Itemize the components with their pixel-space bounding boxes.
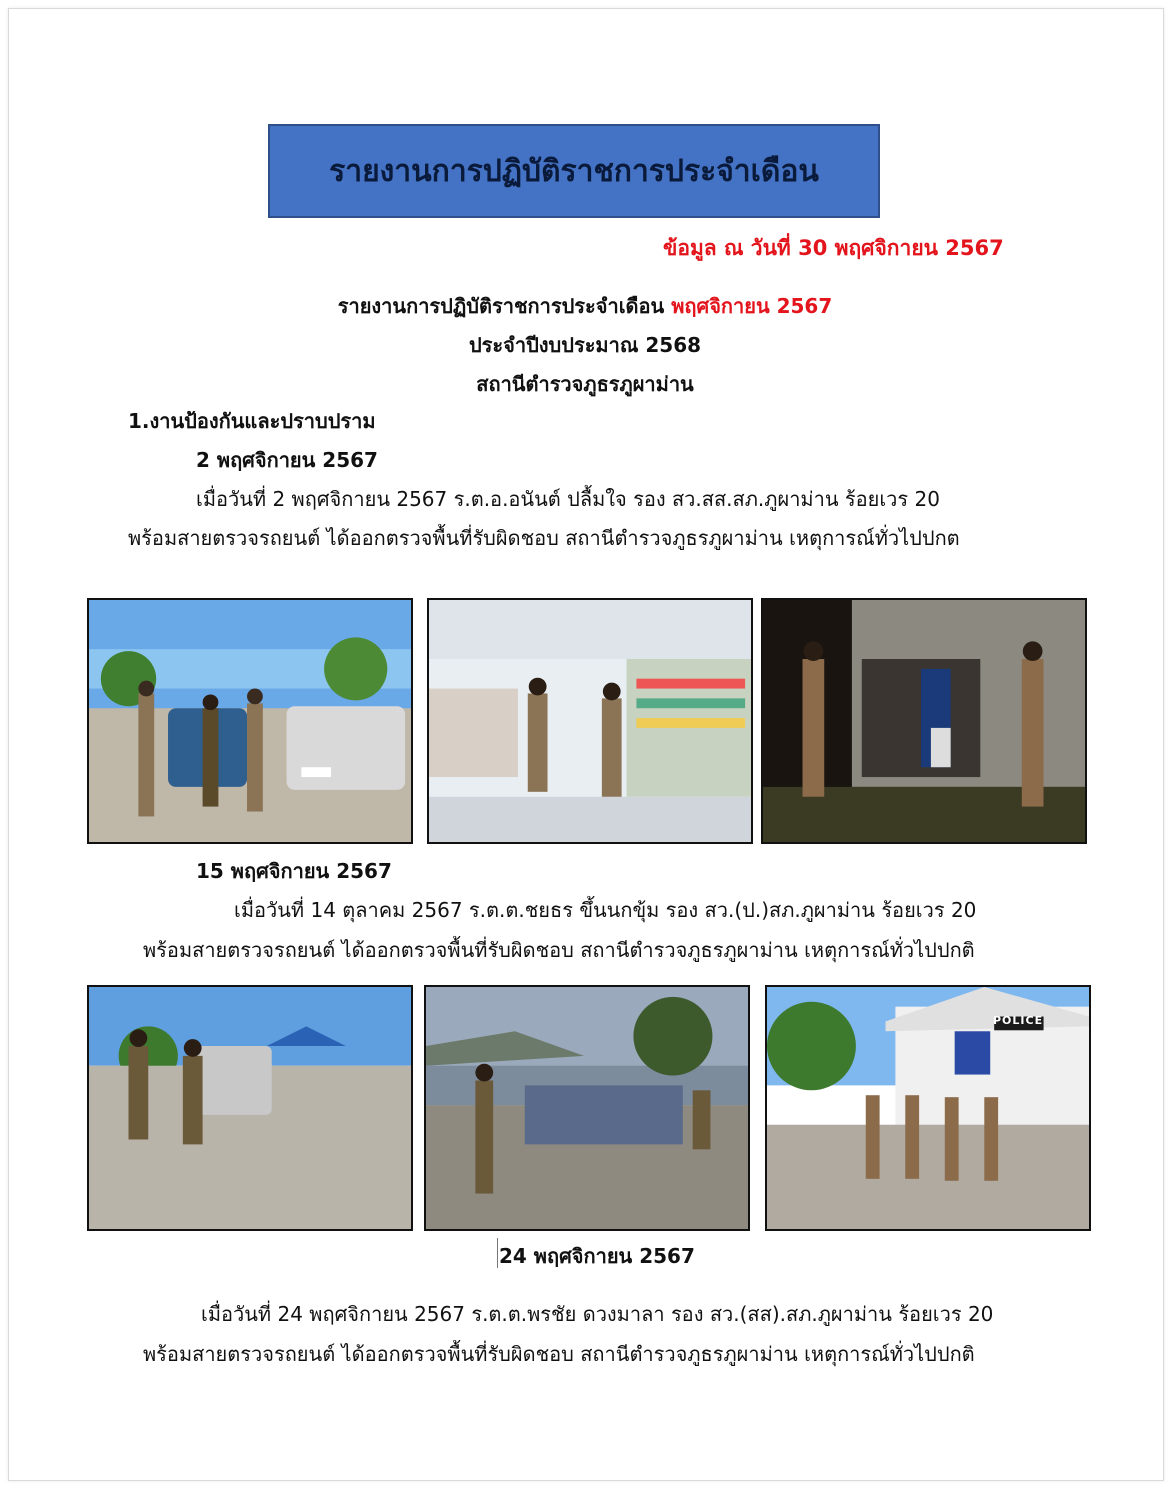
data-as-of-date: ข้อมูล ณ วันที่ 30 พฤศจิกายน 2567 — [663, 236, 1004, 260]
entry-date: 24 พฤศจิกายน 2567 — [499, 1244, 695, 1268]
subheader-prefix: รายงานการปฏิบัติราชการประจำเดือน — [337, 294, 672, 318]
police-sign-text: POLICE — [993, 1014, 1044, 1027]
entry-text-line: พร้อมสายตรวจรถยนต์ ได้ออกตรวจพื้นที่รับผิดชอบ สถานีตำรวจภูธรภูผาม่าน เหตุการณ์ทั่วไปปกติ — [143, 938, 975, 962]
patrol-photo-roadside — [87, 985, 413, 1231]
text-cursor — [497, 1238, 498, 1268]
patrol-photo-store — [427, 598, 753, 844]
fiscal-year-line: ประจำปีงบประมาณ 2568 — [468, 333, 702, 357]
entry-text-line: พร้อมสายตรวจรถยนต์ ได้ออกตรวจพื้นที่รับผิดชอบ สถานีตำรวจภูธรภูผาม่าน เหตุการณ์ทั่วไปปกติ — [143, 1342, 975, 1366]
report-title-banner — [268, 124, 880, 218]
section-heading: 1.งานป้องกันและปราบปราม — [128, 409, 376, 433]
patrol-photo-police-station — [765, 985, 1091, 1231]
station-name: สถานีตำรวจภูธรภูผาม่าน — [476, 372, 694, 396]
entry-date: 2 พฤศจิกายน 2567 — [196, 448, 378, 472]
entry-date: 15 พฤศจิกายน 2567 — [196, 859, 392, 883]
entry-text-line: พร้อมสายตรวจรถยนต์ ได้ออกตรวจพื้นที่รับผิดชอบ สถานีตำรวจภูธรภูผาม่าน เหตุการณ์ทั่วไปปกต — [128, 526, 960, 550]
subheader-month: พฤศจิกายน 2567 — [671, 294, 833, 318]
entry-text-line: เมื่อวันที่ 2 พฤศจิกายน 2567 ร.ต.อ.อนันต์ ปลื้มใจ รอง สว.สส.สภ.ภูผาม่าน ร้อยเวร 20 — [196, 487, 940, 511]
patrol-photo-cars — [87, 598, 413, 844]
entry-text-line: เมื่อวันที่ 24 พฤศจิกายน 2567 ร.ต.ต.พรชัย ดวงมาลา รอง สว.(สส).สภ.ภูผาม่าน ร้อยเวร 20 — [201, 1302, 994, 1326]
entry-text-line: เมื่อวันที่ 14 ตุลาคม 2567 ร.ต.ต.ชยธร ขึ้นนกขุ้ม รอง สว.(ป.)สภ.ภูผาม่าน ร้อยเวร 20 — [234, 898, 977, 922]
patrol-photo-night — [761, 598, 1087, 844]
patrol-photo-group — [424, 985, 750, 1231]
report-title: รายงานการปฏิบัติราชการประจำเดือน — [329, 153, 819, 189]
subheader-line1 — [0, 290, 1170, 322]
